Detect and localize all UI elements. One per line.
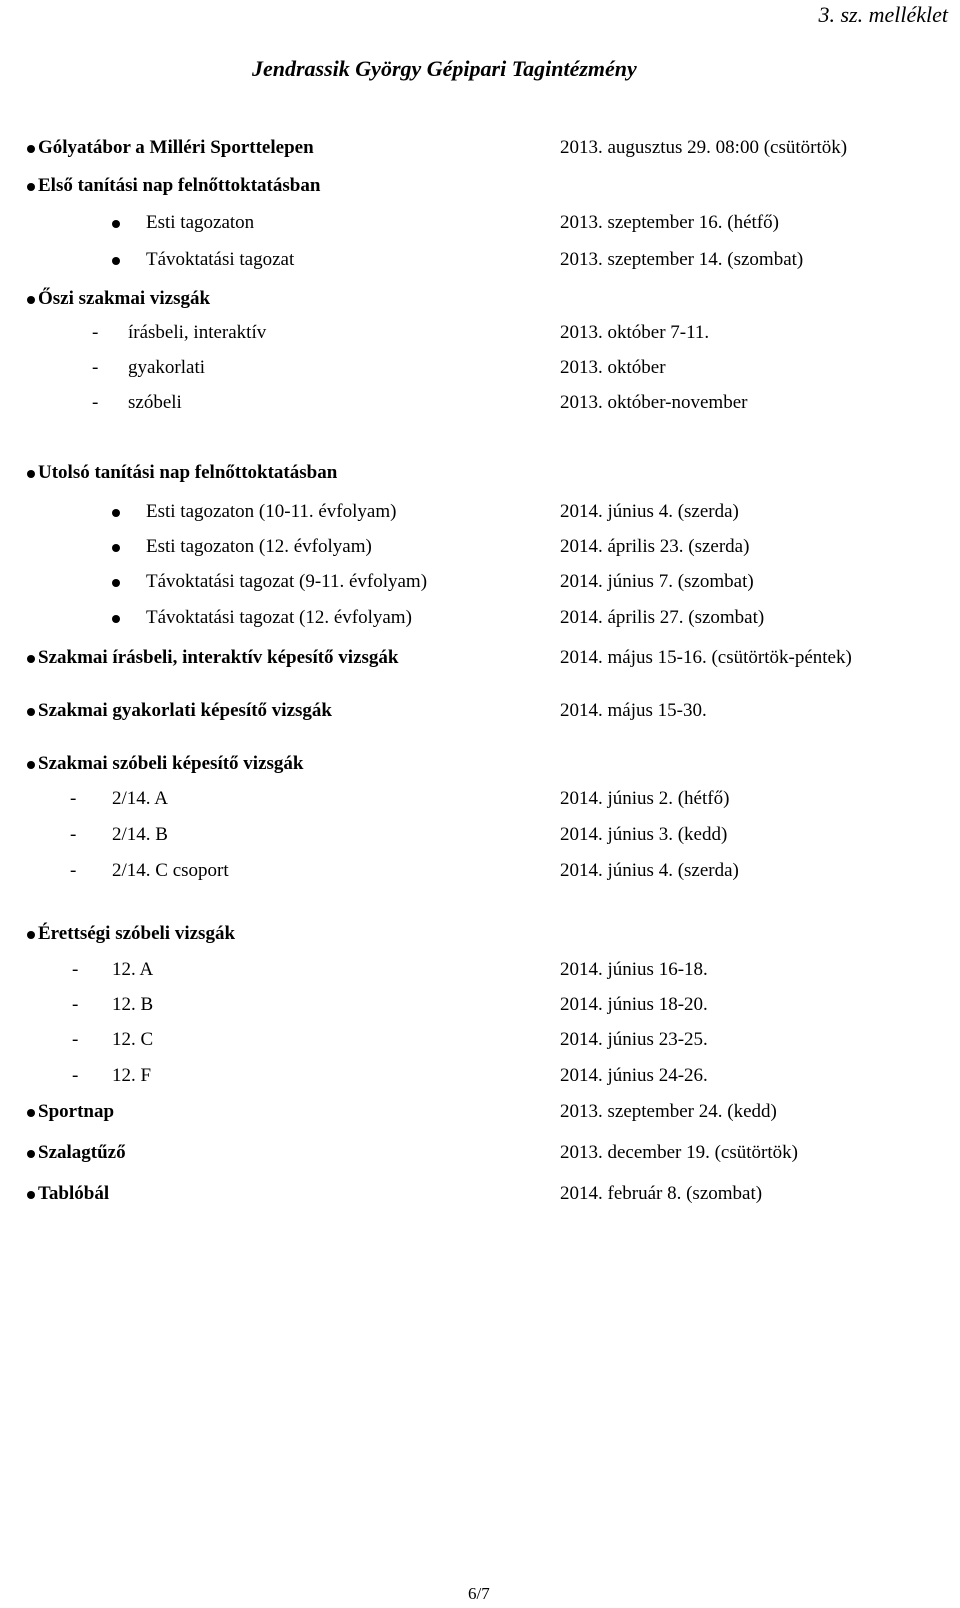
bullet-icon — [27, 1109, 35, 1117]
bullet-icon — [27, 145, 35, 153]
dash-marker: - — [92, 322, 99, 343]
bullet-icon — [27, 470, 35, 478]
event-label: Szakmai szóbeli képesítő vizsgák — [38, 753, 304, 774]
event-date: 2013. október 7-11. — [560, 322, 710, 343]
bullet-icon — [112, 579, 120, 587]
schedule-row — [0, 958, 960, 984]
schedule-row — [0, 174, 960, 200]
event-label: Utolsó tanítási nap felnőttoktatásban — [38, 462, 338, 483]
event-date: 2014. május 15-16. (csütörtök-péntek) — [560, 647, 852, 668]
event-date: 2013. szeptember 16. (hétfő) — [560, 212, 779, 233]
schedule-row — [0, 1064, 960, 1090]
event-label: Szakmai gyakorlati képesítő vizsgák — [38, 700, 332, 721]
event-date: 2013. október-november — [560, 392, 748, 413]
event-date: 2013. szeptember 14. (szombat) — [560, 249, 804, 270]
event-label: írásbeli, interaktív — [128, 322, 267, 343]
dash-marker: - — [70, 860, 77, 881]
bullet-icon — [27, 761, 35, 769]
event-date: 2014. június 2. (hétfő) — [560, 788, 730, 809]
schedule-row — [0, 461, 960, 487]
schedule-row — [0, 823, 960, 849]
schedule-row — [0, 859, 960, 885]
schedule-row — [0, 922, 960, 948]
event-label: Tablóbál — [38, 1183, 110, 1204]
event-date: 2014. június 4. (szerda) — [560, 501, 739, 522]
event-label: Távoktatási tagozat (9-11. évfolyam) — [146, 571, 428, 592]
schedule-row — [0, 211, 960, 237]
schedule-row — [0, 570, 960, 596]
dash-marker: - — [72, 994, 79, 1015]
event-date: 2014. április 27. (szombat) — [560, 607, 765, 628]
bullet-icon — [112, 220, 120, 228]
schedule-row — [0, 752, 960, 778]
bullet-icon — [27, 931, 35, 939]
event-label: 12. A — [112, 959, 154, 980]
dash-marker: - — [92, 392, 99, 413]
bullet-icon — [112, 544, 120, 552]
schedule-row — [0, 606, 960, 632]
dash-marker: - — [70, 788, 77, 809]
event-date: 2013. augusztus 29. 08:00 (csütörtök) — [560, 137, 848, 158]
event-label: 12. C — [112, 1029, 154, 1050]
event-date: 2013. szeptember 24. (kedd) — [560, 1101, 777, 1122]
event-label: Távoktatási tagozat — [146, 249, 295, 270]
event-date: 2014. május 15-30. — [560, 700, 707, 721]
bullet-icon — [27, 708, 35, 716]
institution-title: Jendrassik György Gépipari Tagintézmény — [252, 56, 637, 81]
event-label: Érettségi szóbeli vizsgák — [38, 923, 236, 944]
event-label: 2/14. A — [112, 788, 168, 809]
event-label: Távoktatási tagozat (12. évfolyam) — [146, 607, 412, 628]
bullet-icon — [27, 655, 35, 663]
schedule-row — [0, 535, 960, 561]
dash-marker: - — [72, 1029, 79, 1050]
event-label: Gólyatábor a Milléri Sporttelepen — [38, 137, 314, 158]
schedule-row — [0, 391, 960, 417]
dash-marker: - — [92, 357, 99, 378]
event-date: 2014. június 23-25. — [560, 1029, 708, 1050]
dash-marker: - — [72, 1065, 79, 1086]
event-label: Őszi szakmai vizsgák — [38, 288, 211, 309]
event-date: 2014. február 8. (szombat) — [560, 1183, 763, 1204]
event-date: 2014. június 7. (szombat) — [560, 571, 754, 592]
event-date: 2014. június 4. (szerda) — [560, 860, 739, 881]
event-label: Esti tagozaton (12. évfolyam) — [146, 536, 372, 557]
event-label: 2/14. B — [112, 824, 168, 845]
event-date: 2013. december 19. (csütörtök) — [560, 1142, 798, 1163]
schedule-row — [0, 136, 960, 162]
schedule-row — [0, 1028, 960, 1054]
bullet-icon — [27, 183, 35, 191]
event-label: Szakmai írásbeli, interaktív képesítő vizsgák — [38, 647, 399, 668]
schedule-row — [0, 287, 960, 313]
event-label: Esti tagozaton (10-11. évfolyam) — [146, 501, 397, 522]
page-number: 6/7 — [468, 1584, 490, 1603]
event-label: gyakorlati — [128, 357, 206, 378]
event-label: 12. F — [112, 1065, 152, 1086]
event-label: Szalagtűző — [38, 1142, 126, 1163]
dash-marker: - — [72, 959, 79, 980]
event-date: 2014. április 23. (szerda) — [560, 536, 750, 557]
schedule-row — [0, 699, 960, 725]
event-date: 2014. június 24-26. — [560, 1065, 708, 1086]
bullet-icon — [27, 1191, 35, 1199]
event-date: 2014. június 18-20. — [560, 994, 708, 1015]
dash-marker: - — [70, 824, 77, 845]
event-date: 2013. október — [560, 357, 666, 378]
schedule-row — [0, 787, 960, 813]
event-label: Első tanítási nap felnőttoktatásban — [38, 175, 321, 196]
bullet-icon — [27, 296, 35, 304]
event-label: Esti tagozaton — [146, 212, 255, 233]
annex-label: 3. sz. melléklet — [818, 2, 948, 27]
schedule-row — [0, 993, 960, 1019]
schedule-row — [0, 248, 960, 274]
event-label: szóbeli — [128, 392, 182, 413]
bullet-icon — [112, 615, 120, 623]
event-label: 2/14. C csoport — [112, 860, 229, 881]
bullet-icon — [27, 1150, 35, 1158]
schedule-row — [0, 500, 960, 526]
schedule-row — [0, 321, 960, 347]
event-label: 12. B — [112, 994, 154, 1015]
bullet-icon — [112, 257, 120, 265]
schedule-row — [0, 1141, 960, 1167]
schedule-row — [0, 1100, 960, 1126]
event-label: Sportnap — [38, 1101, 115, 1122]
schedule-row — [0, 646, 960, 672]
event-date: 2014. június 3. (kedd) — [560, 824, 728, 845]
bullet-icon — [112, 509, 120, 517]
schedule-row — [0, 1182, 960, 1208]
event-date: 2014. június 16-18. — [560, 959, 708, 980]
schedule-row — [0, 356, 960, 382]
